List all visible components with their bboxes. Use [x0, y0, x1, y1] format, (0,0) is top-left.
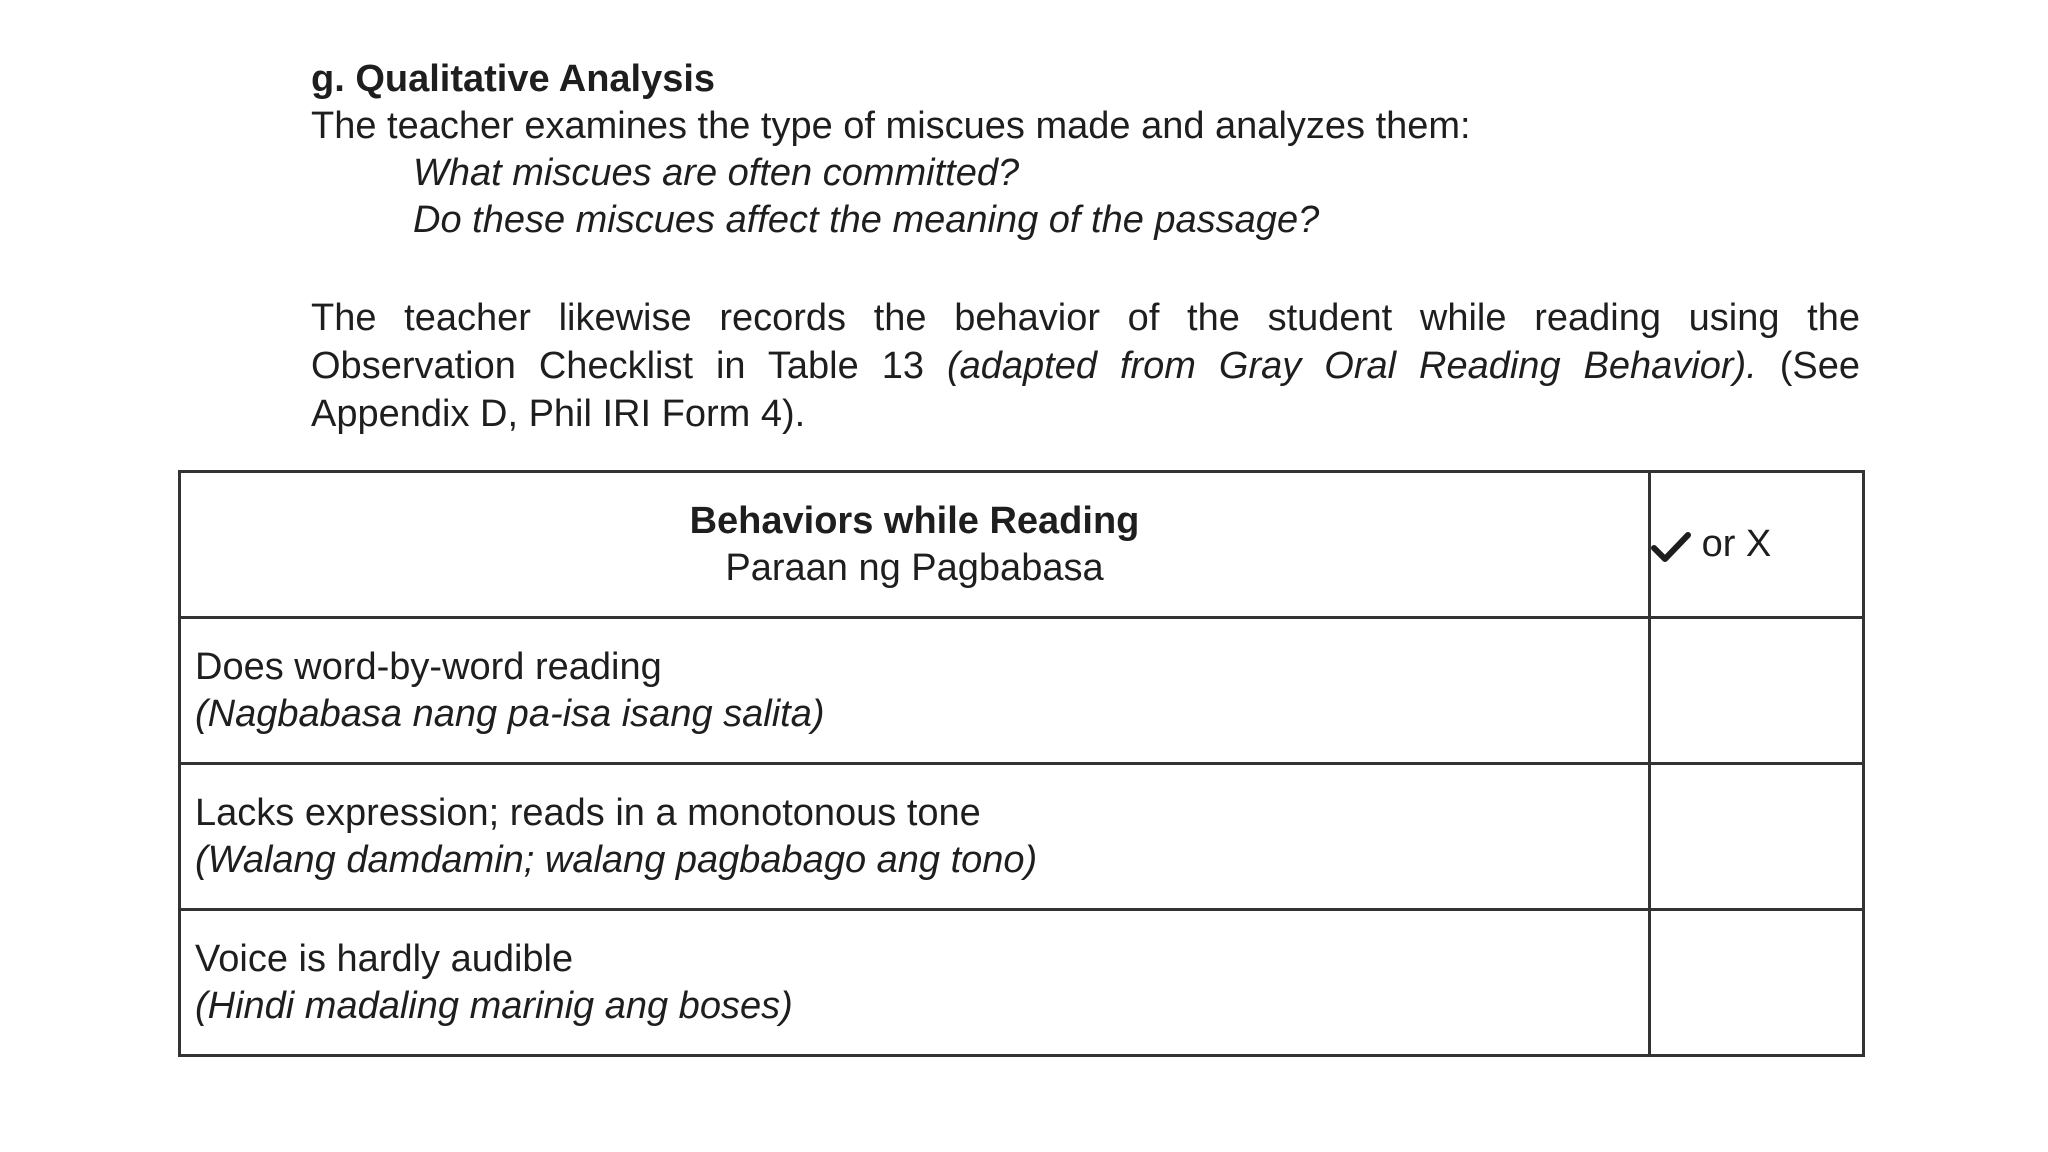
behavior-cell	[180, 618, 1650, 764]
table-header-row	[180, 472, 1864, 618]
behavior-cell	[180, 910, 1650, 1056]
behavior-filipino: (Walang damdamin; walang pagbabago ang tono)	[195, 838, 1038, 881]
behavior-english: Does word-by-word reading	[195, 645, 662, 688]
behavior-cell	[180, 764, 1650, 910]
behavior-filipino: (Hindi madaling marinig ang boses)	[195, 984, 793, 1027]
observation-paragraph	[311, 294, 1860, 438]
question-2: Do these miscues affect the meaning of the passage?	[413, 199, 1320, 241]
behaviors-header-subtitle: Paraan ng Pagbabasa	[725, 546, 1104, 589]
behavior-filipino: (Nagbabasa nang pa-isa isang salita)	[195, 692, 825, 735]
mark-cell[interactable]	[1650, 910, 1864, 1056]
qualitative-analysis-section	[311, 56, 1860, 438]
table-row	[180, 618, 1864, 764]
table-row	[180, 764, 1864, 910]
table-row	[180, 910, 1864, 1056]
paragraph-text-before: The teacher likewise records the behavior of the student while reading using the Observation Checklist in Table 13	[311, 297, 1860, 387]
mark-header-cell	[1650, 472, 1864, 618]
checkmark-icon	[1651, 530, 1691, 562]
mark-cell[interactable]	[1650, 764, 1864, 910]
behaviors-header-cell	[180, 472, 1650, 618]
observation-checklist-table	[178, 470, 1865, 1057]
section-heading: g. Qualitative Analysis	[311, 58, 716, 100]
mark-cell[interactable]	[1650, 618, 1864, 764]
behaviors-header-title: Behaviors while Reading	[689, 499, 1140, 542]
behavior-english: Voice is hardly audible	[195, 937, 574, 980]
paragraph-italic-source: (adapted from Gray Oral Reading Behavior).	[946, 345, 1757, 387]
paragraph-text-after: (See Appendix D, Phil IRI Form 4).	[311, 345, 1860, 435]
question-1: What miscues are often committed?	[413, 152, 1020, 194]
intro-text: The teacher examines the type of miscues made and analyzes them:	[311, 105, 1471, 147]
mark-header-label: or X	[1701, 523, 1772, 565]
behavior-english: Lacks expression; reads in a monotonous tone	[195, 791, 981, 834]
